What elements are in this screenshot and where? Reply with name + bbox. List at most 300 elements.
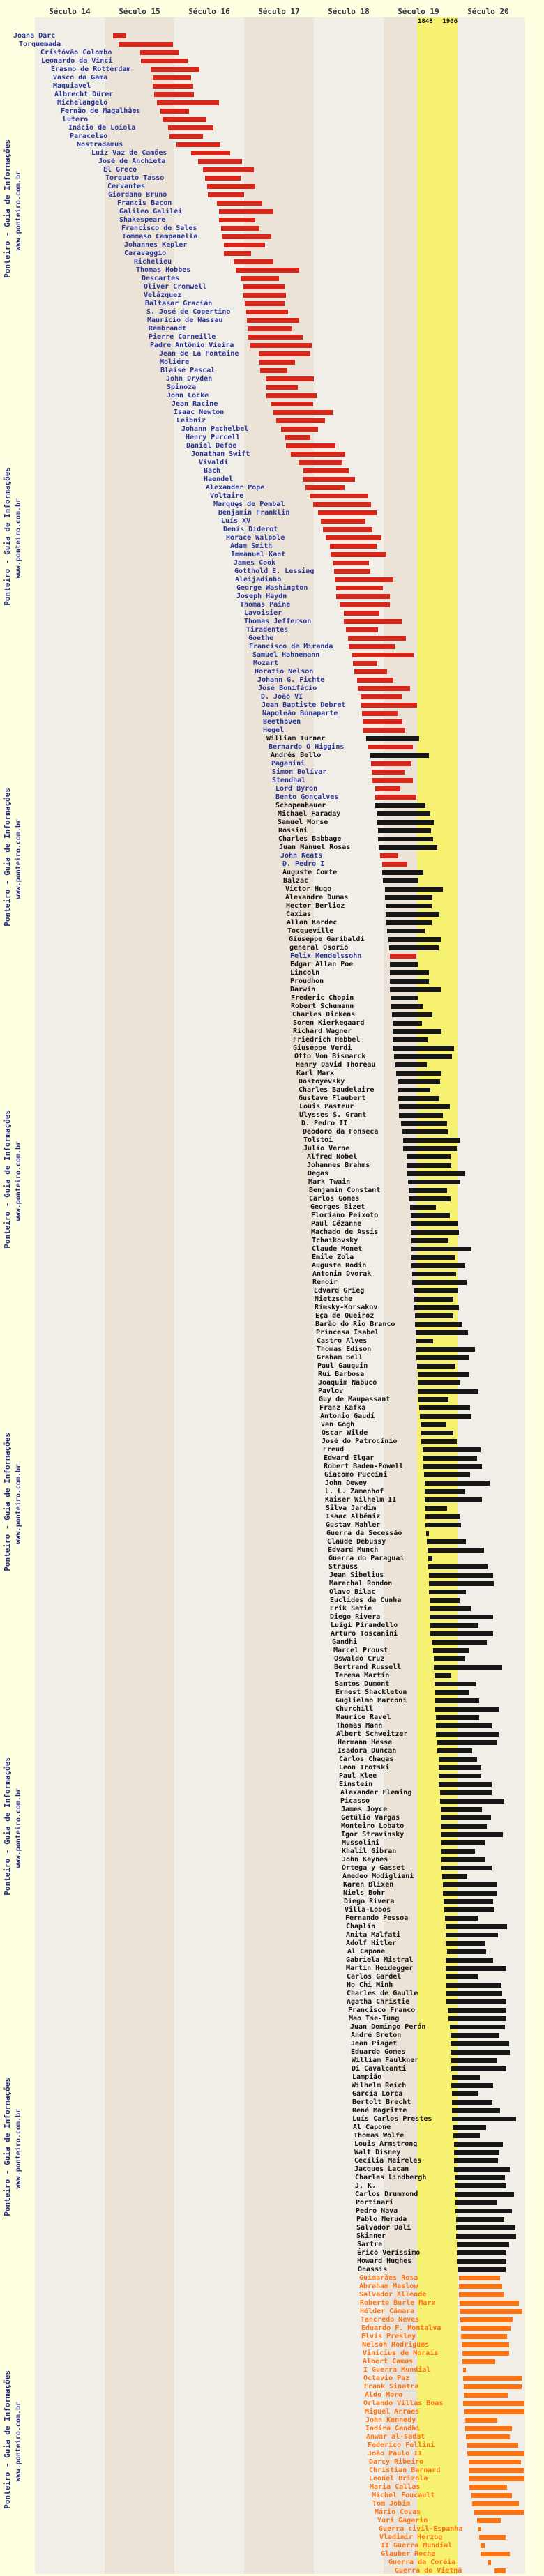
sidebar-watermark-title: Ponteiro - Guia de Informaçőes (3, 1433, 12, 1571)
person-label: Galileo Galilei (119, 208, 183, 215)
person-label: Anwar al-Sadat (366, 2433, 425, 2441)
lifespan-bar (386, 904, 432, 908)
person-label: Alexandre Dumas (285, 894, 349, 901)
lifespan-bar (460, 2301, 519, 2306)
lifespan-bar (481, 2543, 485, 2548)
person-label: Machado de Assis (311, 1228, 379, 1236)
sidebar-watermark-url: www.ponteiro.com.br (15, 171, 22, 251)
lifespan-bar (451, 2083, 493, 2088)
lifespan-bar (463, 2376, 522, 2381)
lifespan-bar (217, 201, 262, 206)
person-label: Octavio Paz (363, 2375, 410, 2382)
person-label: Christian Barnard (369, 2467, 441, 2474)
lifespan-bar (326, 535, 381, 540)
person-label: Albert Schweitzer (336, 1730, 408, 1738)
lifespan-bar (340, 602, 390, 607)
person-label: Charles Baudelaire (299, 1086, 375, 1094)
lifespan-bar (408, 1180, 460, 1184)
lifespan-bar (219, 209, 273, 214)
person-label: Luís Carlos Prestes (352, 2115, 432, 2123)
lifespan-bar (440, 1799, 504, 1804)
person-label: Erik Satie (330, 1605, 372, 1613)
lifespan-bar (383, 878, 418, 883)
lifespan-bar (207, 184, 255, 189)
person-label: Pablo Neruda (356, 2216, 407, 2223)
sidebar-watermark-title: Ponteiro - Guia de Informaçőes (3, 788, 12, 927)
person-label: Federico Fellini (368, 2441, 435, 2449)
person-label: René Magritte (352, 2107, 407, 2114)
lifespan-bar (455, 2192, 514, 2197)
lifespan-bar (151, 67, 199, 72)
lifespan-bar (396, 1071, 441, 1076)
lifespan-bar (418, 1380, 460, 1385)
person-label: Degas (308, 1170, 329, 1178)
person-label: Luigi Pirandello (331, 1622, 398, 1629)
person-label: Jean de La Fontaine (159, 350, 239, 358)
lifespan-bar (455, 2183, 506, 2188)
person-label: Richard Wagner (293, 1028, 352, 1035)
person-label: Mauricio de Nassau (147, 317, 223, 324)
person-label: Gandhi (332, 1638, 358, 1646)
person-label: Benjamin Constant (309, 1187, 381, 1194)
lifespan-bar (387, 929, 425, 933)
person-label: Rembrandt (149, 325, 187, 333)
person-label: Isaac Albéniz (326, 1513, 381, 1521)
lifespan-bar (398, 1096, 439, 1101)
person-label: Michel Foucault (372, 2492, 435, 2499)
lifespan-bar (234, 259, 273, 264)
lifespan-bar (435, 1682, 476, 1686)
person-label: Aldo Moro (365, 2391, 403, 2399)
lifespan-bar (464, 2409, 524, 2414)
person-label: Caravaggio (124, 250, 167, 257)
century-label-19: Século 19 (398, 7, 439, 16)
sidebar-watermark-url: www.ponteiro.com.br (15, 2109, 22, 2189)
person-label: Albert Camus (363, 2358, 414, 2365)
sidebar-watermark-url: www.ponteiro.com.br (15, 1141, 22, 1221)
lifespan-bar (371, 761, 411, 766)
person-label: Frank Sinatra (364, 2383, 419, 2391)
lifespan-bar (380, 853, 398, 858)
person-label: Tocqueville (287, 927, 334, 935)
lifespan-bar (461, 2334, 507, 2339)
lifespan-bar (430, 1615, 493, 1619)
lifespan-bar (454, 2158, 498, 2163)
person-label: Agatha Christie (347, 1998, 410, 2006)
person-label: Aleijadinho (235, 576, 282, 584)
sidebar-watermark-url: www.ponteiro.com.br (15, 2402, 22, 2482)
person-label: Juan Manuel Rosas (279, 844, 351, 851)
person-label: Shakespeare (119, 216, 166, 224)
person-label: Soren Kierkegaard (293, 1019, 365, 1027)
lifespan-bar (448, 2008, 506, 2013)
person-label: James Cook (234, 559, 276, 567)
person-label: Voltaire (210, 492, 244, 500)
person-label: Giuseppe Verdi (293, 1044, 352, 1052)
lifespan-bar (462, 2342, 509, 2347)
lifespan-bar (236, 268, 299, 273)
person-label: Walt Disney (354, 2149, 401, 2156)
lifespan-bar (335, 577, 393, 582)
lifespan-bar (395, 1062, 427, 1067)
lifespan-bar (459, 2276, 500, 2280)
lifespan-bar (421, 1431, 453, 1435)
person-label: Napoleăo Bonaparte (262, 710, 338, 717)
person-label: Lampiăo (352, 2073, 382, 2081)
person-label: André Breton (351, 2032, 402, 2039)
person-label: Victor Hugo (285, 885, 332, 893)
lifespan-bar (409, 1196, 451, 1201)
lifespan-bar (453, 2133, 480, 2138)
person-label: Glauber Rocha (381, 2550, 436, 2558)
lifespan-bar (446, 1958, 493, 1963)
lifespan-bar (224, 251, 251, 256)
person-label: Richelieu (134, 258, 172, 266)
lifespan-bar (401, 1121, 447, 1126)
sidebar-watermark-title: Ponteiro - Guia de Informaçőes (3, 139, 12, 278)
person-label: John Keynes (342, 1856, 388, 1864)
person-label: Émile Zola (312, 1253, 354, 1261)
person-label: Guerra da Coréia (388, 2559, 456, 2566)
lifespan-bar (393, 1046, 454, 1051)
person-label: Jean Baptiste Debret (262, 701, 346, 709)
person-label: Felix Mendelssohn (290, 952, 362, 960)
lifespan-bar (344, 619, 402, 624)
person-label: Barăo do Rio Branco (315, 1320, 395, 1328)
lifespan-bar (310, 494, 368, 498)
century-label-16: Século 16 (188, 7, 230, 16)
lifespan-bar (153, 75, 191, 80)
lifespan-bar (474, 2510, 524, 2515)
lifespan-bar (354, 669, 387, 674)
lifespan-bar (446, 1999, 506, 2004)
person-label: Bertolt Brecht (352, 2098, 411, 2106)
lifespan-bar (153, 84, 193, 89)
person-label: Adam Smith (230, 542, 273, 550)
lifespan-bar (429, 1573, 493, 1578)
person-label: Balzac (283, 877, 309, 885)
lifespan-bar (303, 477, 355, 482)
lifespan-bar (451, 2066, 506, 2071)
lifespan-bar (446, 1933, 498, 1937)
person-label: Di Cavalcanti (352, 2065, 407, 2073)
person-label: Moliére (160, 358, 190, 366)
lifespan-bar (441, 1866, 492, 1870)
lifespan-bar (245, 301, 285, 306)
lifespan-bar (414, 1297, 453, 1302)
lifespan-bar (464, 2384, 522, 2389)
lifespan-bar (430, 1606, 471, 1611)
person-label: Tolstoi (303, 1136, 333, 1144)
lifespan-bar (273, 410, 333, 415)
lifespan-bar (446, 1983, 501, 1988)
lifespan-bar (375, 786, 400, 791)
person-label: Hegel (263, 726, 285, 734)
person-label: Al Capone (347, 1948, 386, 1956)
sidebar-watermark-title: Ponteiro - Guia de Informaçőes (3, 1110, 12, 1249)
lifespan-bar (469, 2485, 507, 2490)
lifespan-bar (441, 1857, 485, 1862)
lifespan-bar (286, 443, 335, 448)
lifespan-bar (414, 1305, 459, 1310)
lifespan-bar (450, 2025, 505, 2029)
person-label: Bach (204, 467, 221, 475)
person-label: Anita Malfati (346, 1931, 401, 1939)
person-label: Al Capone (353, 2124, 391, 2131)
person-label: Tiradentes (246, 626, 289, 634)
person-label: Ortega y Gasset (342, 1864, 405, 1872)
lifespan-bar (432, 1640, 487, 1645)
century-column (35, 17, 105, 2574)
person-label: Joana Darc (13, 32, 56, 40)
lifespan-bar (469, 2476, 524, 2481)
person-label: Giacomo Puccini (324, 1471, 388, 1479)
lifespan-bar (318, 510, 377, 515)
person-label: Erasmo de Rotterdam (51, 66, 131, 73)
lifespan-bar (469, 2468, 524, 2473)
person-label: Goethe (248, 634, 274, 642)
lifespan-bar (411, 1221, 458, 1226)
person-label: Einstein (339, 1781, 373, 1788)
lifespan-bar (457, 2242, 509, 2247)
person-label: John Dewey (325, 1479, 368, 1487)
lifespan-bar (453, 2125, 486, 2130)
lifespan-bar (420, 1414, 471, 1419)
person-label: Lord Byron (275, 785, 318, 793)
lifespan-bar (291, 452, 345, 457)
lifespan-bar (437, 1740, 497, 1745)
lifespan-bar (443, 1882, 497, 1887)
lifespan-bar (250, 343, 312, 348)
person-label: Strauss (328, 1563, 358, 1571)
person-label: Bernardo O Higgins (269, 743, 345, 751)
lifespan-bar (141, 59, 188, 63)
person-label: Thomas Edison (317, 1346, 372, 1353)
person-label: Diego Rivera (330, 1613, 381, 1621)
person-label: Renoir (312, 1279, 338, 1286)
lifespan-bar (392, 1012, 432, 1017)
person-label: Deodoro da Fonseca (303, 1128, 379, 1136)
lifespan-bar (390, 954, 416, 959)
lifespan-bar (436, 1715, 479, 1720)
person-label: Frederic Chopin (291, 994, 354, 1002)
person-label: Thomas Wolfe (354, 2132, 405, 2140)
person-label: Paganini (271, 760, 305, 768)
lifespan-bar (393, 1037, 428, 1042)
lifespan-bar (385, 895, 432, 900)
person-label: Leonardo da Vinci (41, 57, 113, 65)
person-label: Samuel Hahnemann (252, 651, 320, 659)
person-label: Khalil Gibran (342, 1847, 397, 1855)
lifespan-bar (457, 2259, 506, 2264)
person-label: Vasco da Gama (53, 74, 108, 82)
lifespan-bar (386, 920, 432, 925)
lifespan-bar (303, 468, 349, 473)
person-label: Jonathan Swift (191, 450, 250, 458)
person-label: Lavoisier (244, 609, 282, 617)
lifespan-bar (353, 661, 377, 666)
person-label: Darwin (290, 986, 316, 993)
lifespan-bar (363, 719, 402, 724)
lifespan-bar (441, 1815, 491, 1820)
person-label: Allan Kardec (287, 919, 338, 927)
century-column (453, 17, 525, 2574)
person-label: Lincoln (290, 969, 320, 977)
lifespan-bar (247, 318, 299, 323)
person-label: Louis Armstrong (354, 2140, 418, 2148)
lifespan-bar (441, 1832, 503, 1837)
person-label: Mussolini (342, 1839, 380, 1847)
lifespan-bar (425, 1497, 482, 1502)
person-label: Amedeo Modigliani (342, 1873, 414, 1880)
lifespan-bar (323, 527, 372, 532)
band-start-year-label: 1848 (418, 18, 433, 25)
person-label: Getúlio Vargas (341, 1814, 400, 1822)
lifespan-bar (377, 811, 430, 816)
person-label: Torquemada (19, 40, 61, 48)
lifespan-bar (424, 1472, 470, 1477)
lifespan-bar (436, 1723, 492, 1728)
sidebar-watermark-title: Ponteiro - Guia de Informaçőes (3, 2370, 12, 2509)
lifespan-bar (439, 1757, 477, 1762)
person-label: Eduardo F. Montalva (361, 2324, 441, 2332)
lifespan-bar (382, 862, 407, 867)
person-label: Tancredo Neves (361, 2316, 420, 2324)
person-label: Horace Walpole (226, 534, 285, 542)
lifespan-bar (463, 2368, 466, 2372)
lifespan-bar (403, 1138, 460, 1143)
person-label: Silva Jardim (326, 1504, 377, 1512)
person-label: Gabriela Mistral (346, 1956, 414, 1964)
lifespan-bar (457, 2250, 506, 2255)
lifespan-bar (361, 703, 417, 708)
lifespan-bar (415, 1322, 462, 1327)
person-label: Daniel Defoe (186, 442, 237, 450)
lifespan-bar (444, 1907, 494, 1912)
person-label: Albrecht Dürer (54, 91, 114, 98)
lifespan-bar (446, 1974, 478, 1979)
person-label: Charles de Gaulle (347, 1990, 418, 1997)
lifespan-bar (409, 1188, 447, 1193)
person-label: Karl Marx (296, 1069, 335, 1077)
lifespan-bar (421, 1439, 457, 1444)
person-label: Nelson Rodrigues (362, 2341, 430, 2349)
lifespan-bar (437, 1748, 472, 1753)
sidebar-watermark-title: Ponteiro - Guia de Informaçőes (3, 2078, 12, 2216)
lifespan-bar (466, 2434, 510, 2439)
person-label: Sartre (357, 2241, 383, 2248)
person-label: Vladimir Herzog (379, 2533, 443, 2541)
lifespan-bar (443, 1891, 497, 1896)
lifespan-bar (479, 2535, 506, 2540)
person-label: Ernest Shackleton (335, 1689, 407, 1696)
lifespan-bar (313, 502, 371, 507)
lifespan-bar (331, 552, 386, 557)
person-label: Johannes Kepler (124, 241, 188, 249)
lifespan-bar (334, 569, 370, 574)
person-label: William Faulkner (352, 2057, 419, 2064)
person-label: Carlos Chagas (339, 1755, 394, 1763)
lifespan-bar (451, 2058, 497, 2063)
person-label: Martin Heidegger (346, 1965, 414, 1972)
person-label: Inácio de Loiola (68, 124, 136, 132)
person-label: Darcy Ribeiro (369, 2458, 424, 2466)
lifespan-bar (423, 1456, 477, 1461)
lifespan-bar (372, 770, 405, 775)
person-label: Yuri Gagarin (377, 2517, 428, 2524)
lifespan-bar (410, 1205, 436, 1210)
person-label: Stendhal (272, 777, 306, 784)
lifespan-bar (460, 2309, 522, 2314)
person-label: Tommaso Campanella (122, 233, 198, 241)
person-label: Proudhon (290, 977, 324, 985)
person-label: Immanuel Kant (231, 551, 286, 558)
person-label: John Dryden (166, 375, 213, 383)
person-label: Luís XV (221, 517, 251, 525)
lifespan-bar (198, 159, 242, 164)
person-label: Mao Tse-Tung (349, 2015, 400, 2022)
lifespan-bar (348, 636, 406, 641)
person-label: Mário Covas (375, 2508, 421, 2516)
person-label: Simon Bolívar (272, 768, 327, 776)
lifespan-bar (358, 686, 410, 691)
lifespan-bar (389, 945, 439, 950)
person-label: Freud (323, 1446, 345, 1454)
lifespan-bar (281, 427, 318, 432)
lifespan-bar (418, 1397, 448, 1402)
lifespan-bar (436, 1732, 499, 1737)
lifespan-bar (336, 594, 390, 599)
lifespan-bar (446, 1924, 507, 1929)
lifespan-bar (176, 142, 220, 147)
person-label: Isadora Duncan (338, 1747, 397, 1755)
lifespan-bar (203, 167, 254, 172)
person-label: Beethoven (263, 718, 301, 726)
lifespan-bar (398, 1079, 440, 1084)
person-label: Jean Sibelius (329, 1571, 384, 1579)
person-label: Castro Alves (317, 1337, 368, 1345)
person-label: Johann Pachelbel (181, 425, 249, 433)
lifespan-bar (452, 2100, 492, 2105)
person-label: Baltasar Gracián (145, 300, 213, 307)
lifespan-bar (429, 1590, 466, 1594)
person-label: Skinner (356, 2232, 386, 2240)
person-label: Jean Racine (172, 400, 218, 408)
lifespan-bar (444, 1899, 493, 1904)
lifespan-bar (472, 2501, 519, 2506)
lifespan-bar (411, 1213, 450, 1218)
lifespan-bar (375, 795, 416, 800)
lifespan-bar (451, 2050, 510, 2055)
person-label: Paracelso (70, 132, 108, 140)
person-label: José Bonifácio (258, 685, 317, 692)
person-label: Hélder Câmara (360, 2308, 415, 2315)
lifespan-bar (299, 460, 342, 465)
lifespan-bar (399, 1104, 450, 1109)
lifespan-bar (441, 1807, 482, 1812)
person-label: John Kennedy (365, 2416, 416, 2424)
lifespan-bar (418, 1389, 478, 1394)
person-label: Paul Gauguin (317, 1362, 368, 1370)
lifespan-bar (248, 335, 303, 340)
person-label: Dostoyevsky (299, 1078, 345, 1085)
person-label: Alfred Nobel (307, 1153, 358, 1161)
lifespan-bar (344, 611, 379, 616)
lifespan-bar (407, 1154, 451, 1159)
lifespan-bar (462, 2359, 495, 2364)
lifespan-bar (411, 1238, 448, 1243)
person-label: I Guerra Mundial (363, 2366, 431, 2374)
